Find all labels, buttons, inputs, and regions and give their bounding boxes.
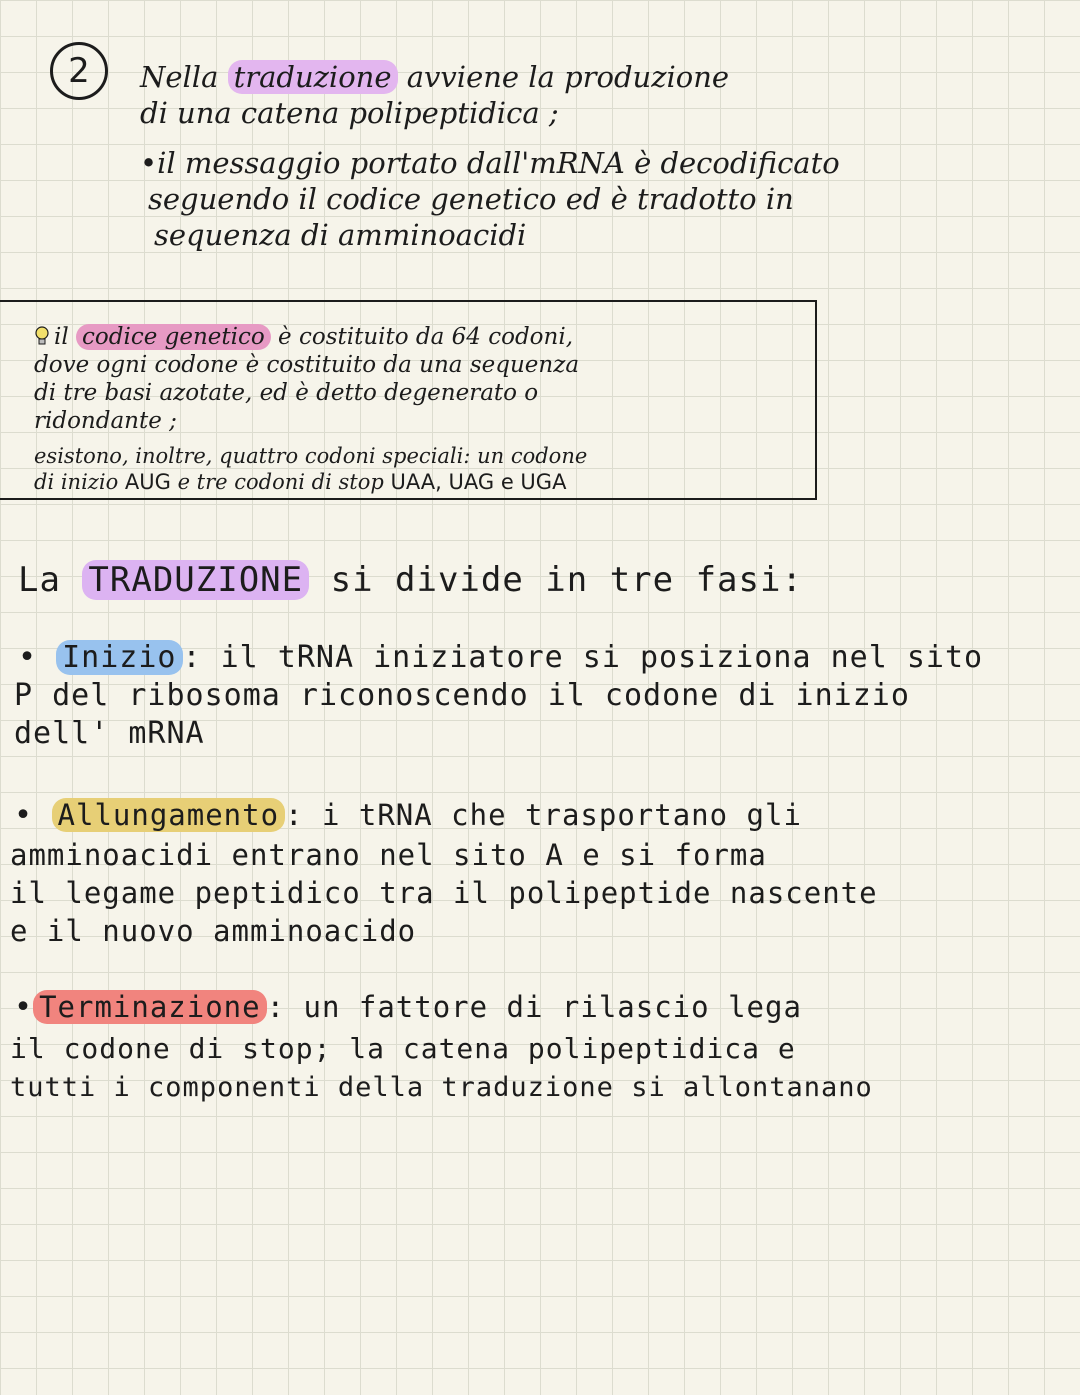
terminazione-line-2: il codone di stop; la catena polipeptidica e [10, 1032, 796, 1065]
inizio-line-2: P del ribosoma riconoscendo il codone di inizio [14, 678, 910, 713]
intro-bullet-line-3: sequenza di amminoacidi [154, 218, 527, 252]
box-line-2: dove ogni codone è costituito da una sequenza [34, 352, 580, 378]
box-line-4: ridondante ; [34, 408, 177, 434]
phase-label-terminazione: Terminazione [33, 990, 267, 1024]
bullet-dot: • [14, 798, 34, 833]
phases-title [18, 560, 803, 600]
intro-line-1 [140, 60, 729, 94]
intro-line-1-pre: Nella [140, 60, 228, 94]
allungamento-line-4: e il nuovo amminoacido [10, 914, 417, 948]
phase-label-allungamento: Allungamento [52, 798, 286, 832]
terminazione-line-1 [14, 990, 802, 1025]
start-codon: AUG [124, 470, 171, 494]
allungamento-line-3: il legame peptidico tra il polipeptide nascente [10, 876, 878, 910]
lightbulb-icon [34, 325, 50, 347]
box-line-1 [34, 324, 573, 350]
box-line-6-pre: di inizio [34, 470, 125, 494]
intro-line-2: di una catena polipeptidica ; [140, 96, 559, 130]
allungamento-line-2: amminoacidi entrano nel sito A e si forma [10, 838, 767, 872]
allungamento-line-1-text: : i tRNA che trasportano gli [285, 798, 802, 832]
phase-label-inizio: Inizio [56, 640, 182, 675]
highlight-traduzione: traduzione [228, 60, 398, 94]
box-line-6-mid: e tre codoni di stop [170, 470, 391, 494]
inizio-line-1 [18, 640, 983, 675]
box-line-6 [34, 470, 566, 494]
terminazione-line-3: tutti i componenti della traduzione si allontanano [10, 1072, 873, 1103]
bullet-dot: • [18, 640, 38, 675]
section-number: 2 [50, 42, 108, 100]
box-line-3: di tre basi azotate, ed è detto degenerato o [34, 380, 539, 406]
intro-bullet-line-1: •il messaggio portato dall'mRNA è decodificato [140, 146, 840, 180]
highlight-traduzione-caps: TRADUZIONE [82, 560, 309, 600]
stop-codons: UAA, UAG e UGA [390, 470, 567, 494]
box-line-5: esistono, inoltre, quattro codoni speciali: un codone [34, 444, 588, 468]
intro-line-1-post: avviene la produzione [397, 60, 730, 94]
box-line-1-pre: il [54, 324, 77, 350]
inizio-line-1-text: : il tRNA iniziatore si posiziona nel sito [182, 640, 984, 675]
highlight-codice-genetico: codice genetico [76, 324, 271, 350]
bullet-dot: • [14, 990, 34, 1025]
box-line-1-post: è costituito da 64 codoni, [270, 324, 574, 350]
phases-title-post: si divide in tre fasi: [309, 560, 803, 600]
terminazione-line-1-text: : un fattore di rilascio lega [266, 990, 802, 1024]
inizio-line-3: dell' mRNA [14, 716, 205, 751]
intro-bullet-line-2: seguendo il codice genetico ed è tradotto in [148, 182, 794, 216]
allungamento-line-1 [14, 798, 802, 833]
phases-title-pre: La [18, 560, 83, 600]
